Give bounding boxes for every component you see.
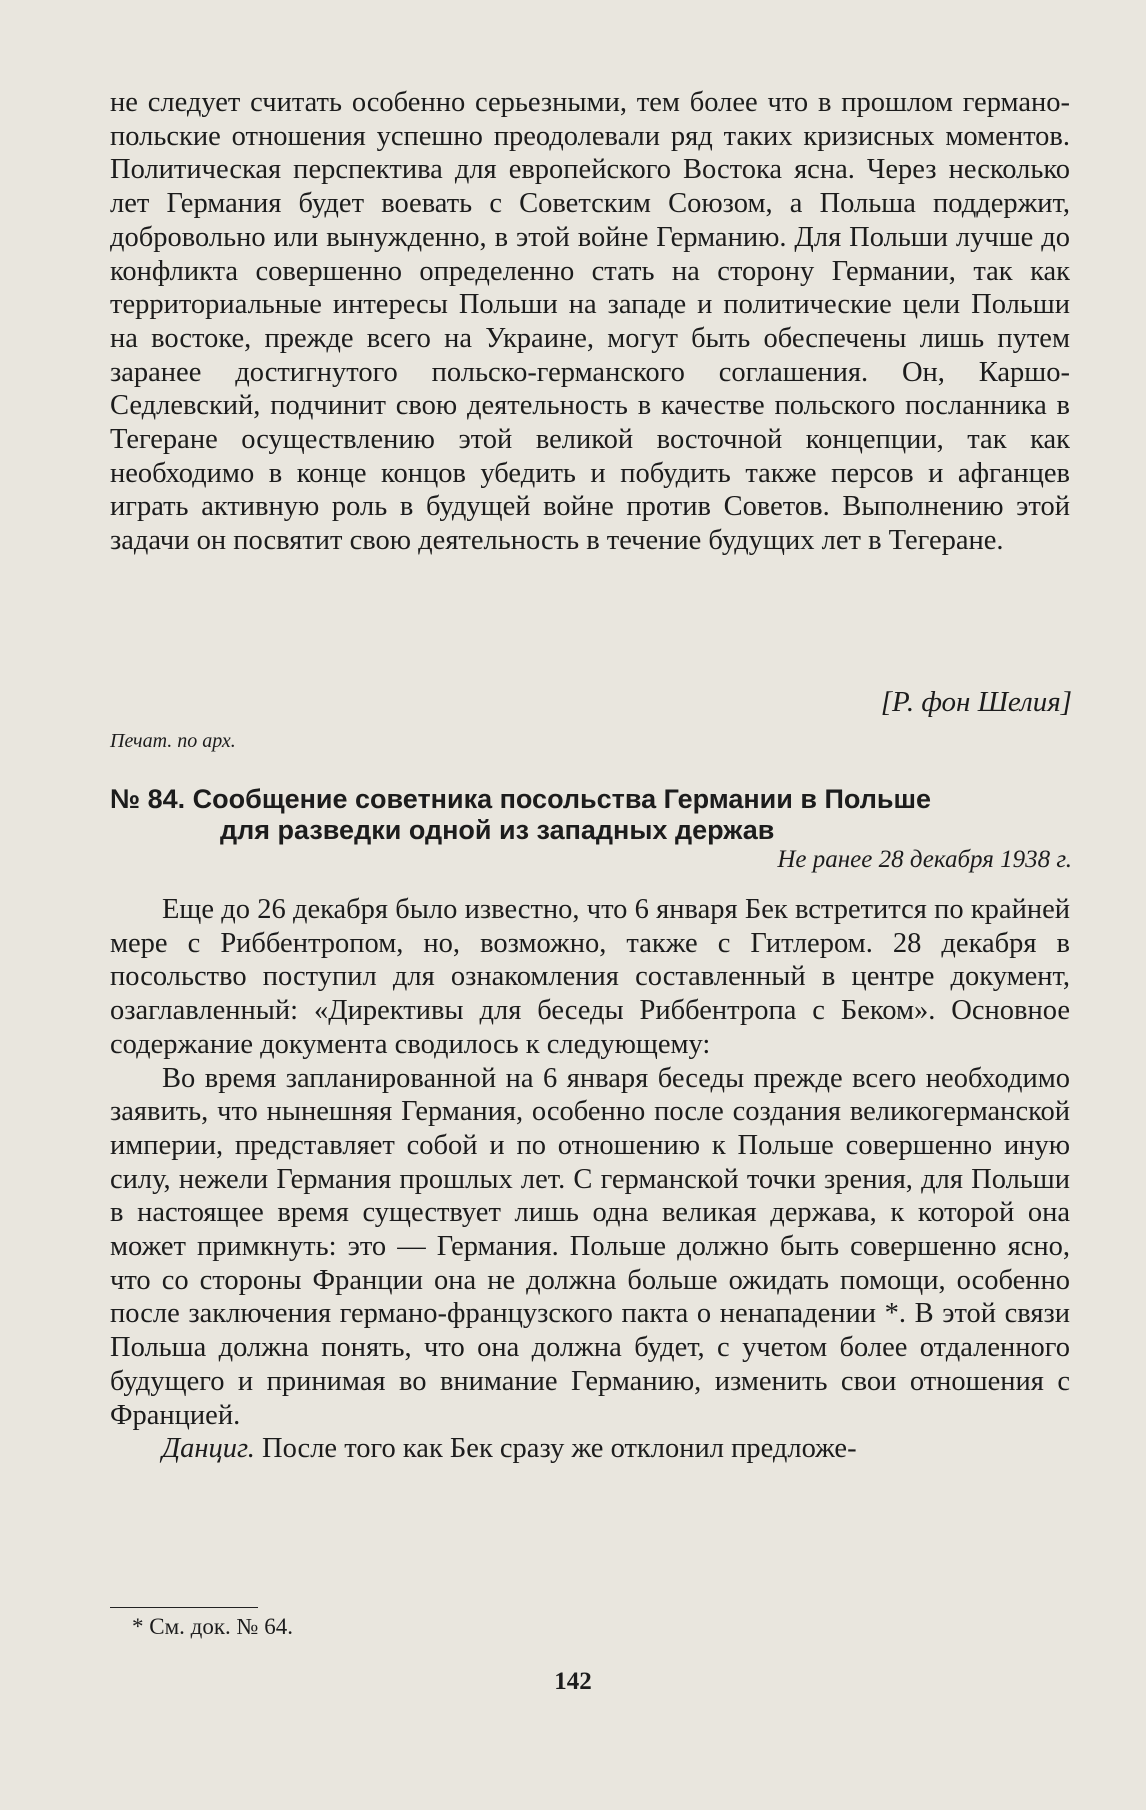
page-number: 142 (554, 1668, 592, 1695)
document-heading (110, 784, 1070, 846)
main-text (110, 893, 1070, 1466)
footnote: * См. док. № 64. (132, 1614, 293, 1639)
paragraph-2: Во время запланированной на 6 января беседы прежде всего необходимо заявить, что нынешняя Германия, особенно после создания великогерманской империи, представляет собой и по отношению к Польше совершенно иную силу, нежели Германия прошлых лет. С германской точки зрения, для Польши в настоящее время существует лишь одна великая держава, к которой она может примкнуть: это — Германия. Польше должно быть совершенно ясно, что со стороны Франции она не должна больше ожидать помощи, особенно после заключения германо-французского пакта о ненападении *. В этой связи Польша должна понять, что она должна будет, с учетом более отдаленного будущего и принимая во внимание Германию, изменить свои отношения с Францией. (110, 1062, 1070, 1431)
heading-line-2: для разведки одной из западных держав (220, 815, 775, 845)
top-paragraph (110, 86, 1070, 558)
document-number: № 84. (110, 784, 186, 814)
paragraph-3 (110, 1432, 1070, 1466)
heading-line-1: Сообщение советника посольства Германии в Польше (192, 784, 931, 814)
signature-text: [Р. фон Шелия] (880, 686, 1072, 718)
paragraph-continuation: не следует считать особенно серьезными, тем более что в прошлом германо-польские отношения успешно преодолевали ряд таких кризисных моментов. Политическая перспектива для европейского Востока ясна. Через несколько лет Германия будет воевать с Советским Союзом, а Польша поддержит, добровольно или вынужденно, в этой войне Германию. Для Польши лучше до конфликта совершенно определенно стать на сторону Германии, так как территориальные интересы Польши на западе и политические цели Польши на востоке, прежде всего на Украине, могут быть обеспечены лишь путем заранее достигнутого польско-германского соглашения. Он, Каршо-Седлевский, подчинит свою деятельность в качестве польского посланника в Тегеране осуществлению этой великой восточной концепции, так как необходимо в конце концов убедить и побудить также персов и афганцев играть активную роль в будущей войне против Советов. Выполнению этой задачи он посвятит свою деятельность в течение будущих лет в Тегеране. (110, 87, 1070, 557)
footnote-rule (110, 1607, 258, 1608)
source-note: Печат. по арх. (110, 730, 236, 752)
dateline: Не ранее 28 декабря 1938 г. (777, 846, 1072, 873)
paragraph-3-text: После того как Бек сразу же отклонил предложе- (254, 1433, 857, 1465)
signature (110, 686, 1072, 719)
paragraph-3-lead: Данциг. (162, 1433, 255, 1465)
paragraph-1: Еще до 26 декабря было известно, что 6 января Бек встретится по крайней мере с Риббентропом, но, возможно, также с Гитлером. 28 декабря в посольство поступил для ознакомления составленный в центре документ, озаглавленный: «Директивы для беседы Риббентропа с Беком». Основное содержание документа сводилось к следующему: (110, 894, 1070, 1060)
